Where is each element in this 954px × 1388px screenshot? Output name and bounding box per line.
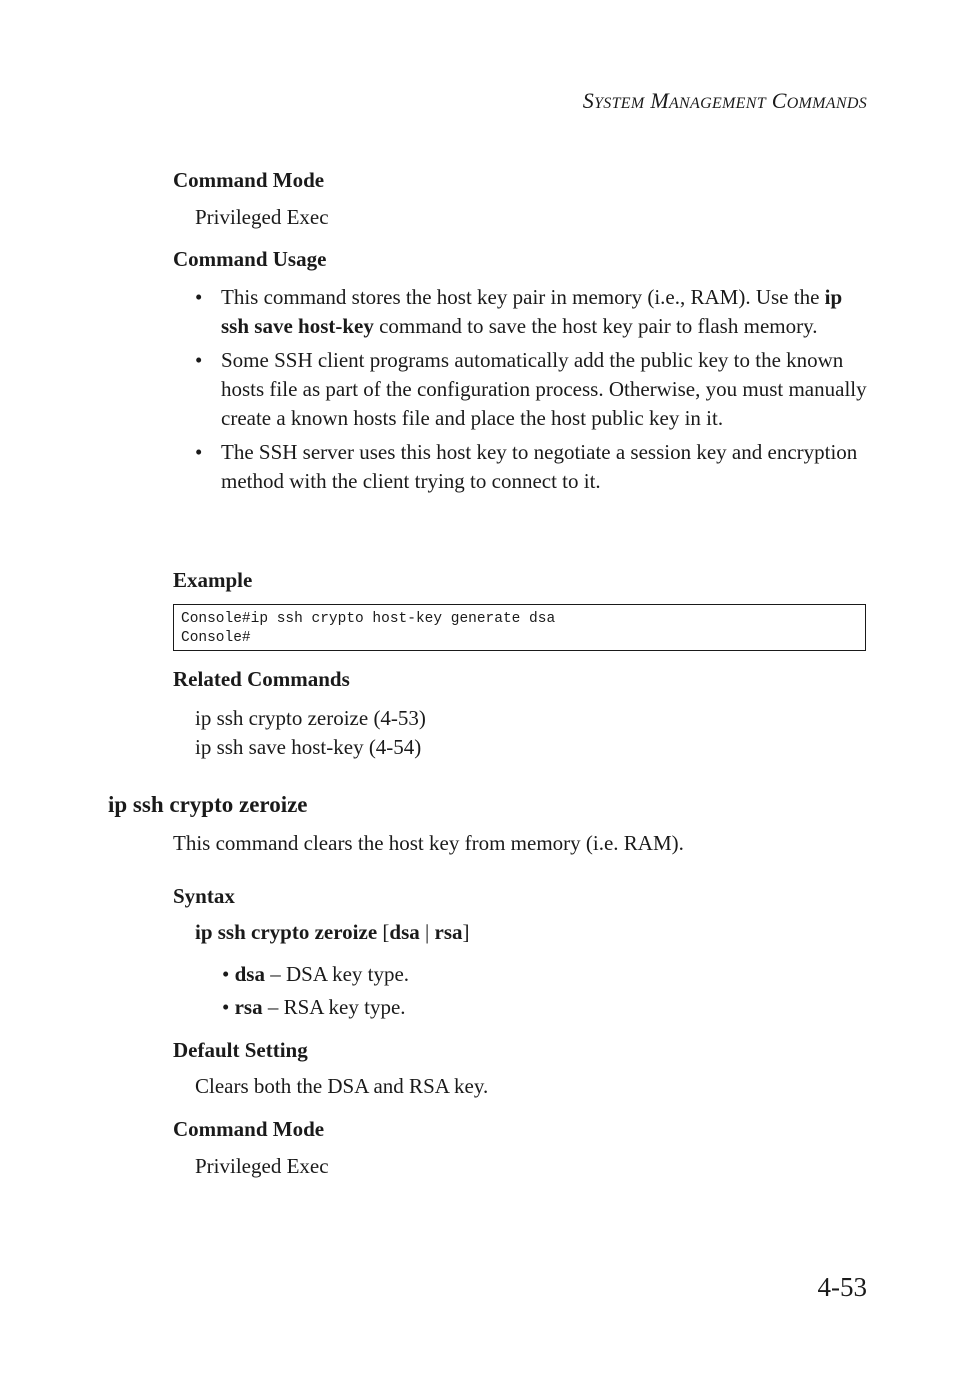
param-item: • dsa – DSA key type. <box>222 962 410 986</box>
example-heading: Example <box>173 568 253 592</box>
command-description: This command clears the host key from memory (i.e. RAM). <box>173 831 684 855</box>
code-line: Console# <box>181 630 251 646</box>
syntax-line: ip ssh crypto zeroize [dsa | rsa] <box>195 920 470 944</box>
related-commands-heading: Related Commands <box>173 667 350 691</box>
command-mode-value-2: Privileged Exec <box>195 1154 329 1178</box>
usage-bullet: • The SSH server uses this host key to negotiate a session key and encryption method with the client trying to connect to it. <box>195 440 858 493</box>
syntax-heading: Syntax <box>173 884 235 908</box>
command-mode-heading: Command Mode <box>173 168 325 192</box>
related-command-link[interactable]: ip ssh crypto zeroize (4-53) <box>195 706 426 730</box>
usage-bullet-list <box>195 283 870 501</box>
default-setting-value: Clears both the DSA and RSA key. <box>195 1074 489 1098</box>
param-item: • rsa – RSA key type. <box>222 995 406 1019</box>
page-number: 4-53 <box>817 1272 867 1302</box>
related-command-link[interactable]: ip ssh save host-key (4-54) <box>195 735 422 759</box>
usage-bullet: • This command stores the host key pair in memory (i.e., RAM). Use the ip ssh save host-key command to save the host key pair to flash memory. <box>195 285 843 338</box>
example-code-box <box>173 604 866 651</box>
command-title: ip ssh crypto zeroize <box>108 792 308 817</box>
command-mode-value: Privileged Exec <box>195 205 329 229</box>
command-usage-heading: Command Usage <box>173 247 327 271</box>
command-mode-heading-2: Command Mode <box>173 1117 325 1141</box>
code-line: Console#ip ssh crypto host-key generate dsa <box>181 611 556 627</box>
related-commands-list <box>195 704 426 762</box>
param-list <box>222 958 409 1024</box>
running-header: SYSTEM MANAGEMENT COMMANDS <box>582 88 867 113</box>
usage-bullet: • Some SSH client programs automatically add the public key to the known hosts file as part of the configuration process. Otherwise, you must manually create a known hosts file and place the host public key in it. <box>195 348 867 430</box>
default-setting-heading: Default Setting <box>173 1038 308 1062</box>
